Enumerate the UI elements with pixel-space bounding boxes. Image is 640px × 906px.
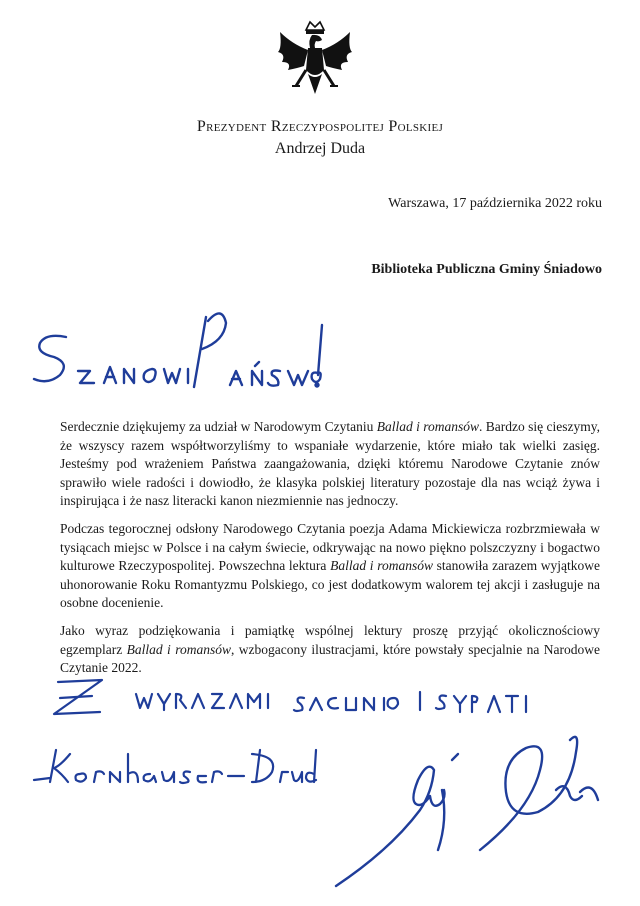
letterhead-name: Andrzej Duda: [274, 140, 366, 157]
paragraph-2-text-a: Podczas tegorocznej odsłony Narodowego Czytania poezja Adama Mickiewicza rozbrzmiewała w tysiącach miejsc w Polsce i na całym świecie, odkrywając na nowo piękno polszczyzny i bogactwo kulturowe Rzeczypospolitej. Powszechna lektura: [60, 521, 600, 573]
paragraph-1-text-a: Serdecznie dziękujemy za udział w Narodowym Czytaniu: [60, 419, 377, 434]
polish-eagle-emblem-icon: [270, 18, 360, 108]
recipient: Biblioteka Publiczna Gminy Śniadowo: [371, 262, 602, 277]
paragraph-3: [60, 622, 600, 678]
paragraph-2-text-b: stanowiła zarazem wyjątkowe uhonorowanie Roku Romantyzmu Polskiego, co jest dodatkowym walorem tej akcji i zasługuje na osobne docenienie.: [60, 558, 600, 610]
letterhead-office: Prezydent Rzeczypospolitej Polskiej: [196, 118, 444, 135]
handwritten-closing: [40, 668, 530, 738]
paragraph-1-text-b: . Bardzo się cieszymy, że wszyscy razem współtworzyliśmy to wspaniałe wydarzenie, które miało tak wielki zasięg. Jesteśmy pod wrażeniem Państwa zaangażowania, dzięki któremu Narodowe Czytanie znów sprawiło wiele radości i dowiodło, że klasyka polskiej literatury pozostaje dla nas wciąż żywa i inspirująca i że nasz literacki kanon niezmiennie nas jednoczy.: [60, 419, 600, 508]
handwritten-salutation: [26, 305, 326, 405]
handwritten-signature: [330, 700, 610, 890]
paragraph-1: [60, 418, 600, 511]
paragraph-3-text-b: , wzbogacony ilustracjami, które powstały specjalnie na Narodowe Czytanie 2022.: [60, 641, 600, 675]
paragraph-2: [60, 520, 600, 613]
paragraph-3-title: Ballad i romansów: [126, 641, 231, 657]
paragraph-2-title: Ballad i romansów: [330, 558, 433, 573]
paragraph-1-title: Ballad i romansów: [376, 419, 480, 434]
handwritten-cosigner: [30, 740, 320, 796]
date-line: Warszawa, 17 października 2022 roku: [388, 196, 602, 211]
paragraph-3-text-a: Jako wyraz podziękowania i pamiątkę wspólnej lektury proszę przyjąć okolicznościowy egzemplarz: [60, 623, 600, 657]
